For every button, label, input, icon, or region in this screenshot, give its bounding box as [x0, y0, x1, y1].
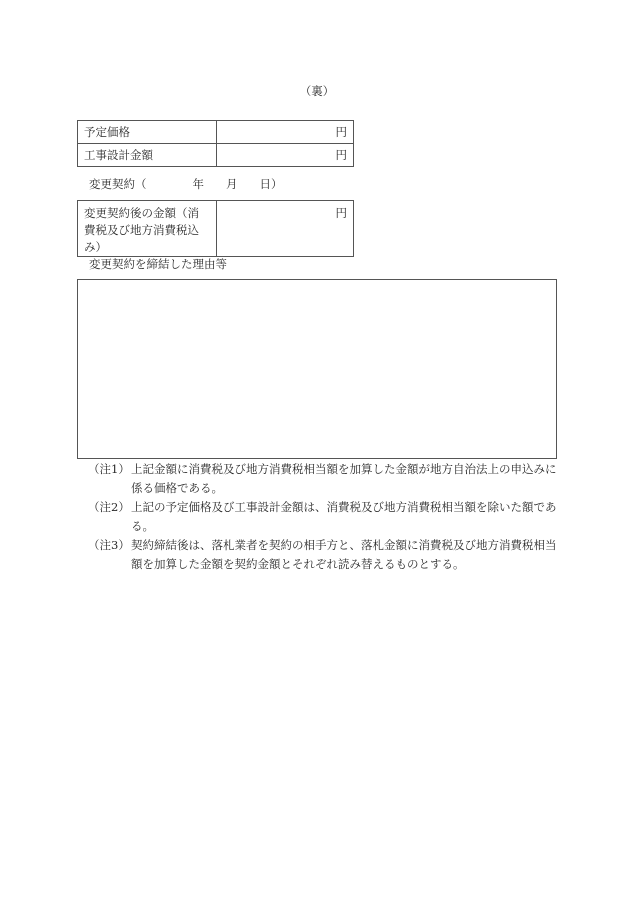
change-contract-date	[89, 176, 283, 192]
change-contract-label: 変更契約（	[89, 177, 147, 191]
price-table	[77, 120, 354, 167]
design-amount-field[interactable]: 円	[217, 144, 354, 167]
note-2	[88, 498, 558, 536]
note-text: 上記金額に消費税及び地方消費税相当額を加算した金額が地方自治法上の申込みに係る価格である。	[131, 462, 557, 495]
month-label: 月	[226, 177, 238, 191]
table-row-design-amount	[78, 144, 354, 167]
changed-amount-field[interactable]: 円	[217, 201, 354, 257]
table-row-changed-amount	[78, 201, 354, 257]
note-1	[88, 460, 558, 498]
changed-amount-label: 変更契約後の金額（消費税及び地方消費税込み）	[78, 201, 217, 257]
page-label: （裏）	[299, 84, 335, 98]
note-tag: （注1）	[88, 462, 130, 476]
table-row-planned-price	[78, 121, 354, 144]
day-label: 日）	[259, 177, 283, 191]
reason-label: 変更契約を締結した理由等	[89, 257, 227, 271]
planned-price-field[interactable]: 円	[217, 121, 354, 144]
note-text: 上記の予定価格及び工事設計金額は、消費税及び地方消費税相当額を除いた額である。	[131, 500, 557, 533]
year-label: 年	[192, 177, 204, 191]
reason-textarea[interactable]	[77, 279, 557, 459]
note-tag: （注3）	[88, 538, 130, 552]
note-tag: （注2）	[88, 500, 130, 514]
note-3	[88, 536, 558, 574]
note-text: 契約締結後は、落札業者を契約の相手方と、落札金額に消費税及び地方消費税相当額を加算した金額を契約金額とそれぞれ読み替えるものとする。	[131, 538, 557, 571]
design-amount-label: 工事設計金額	[78, 144, 217, 167]
changed-amount-table	[77, 200, 354, 257]
planned-price-label: 予定価格	[78, 121, 217, 144]
